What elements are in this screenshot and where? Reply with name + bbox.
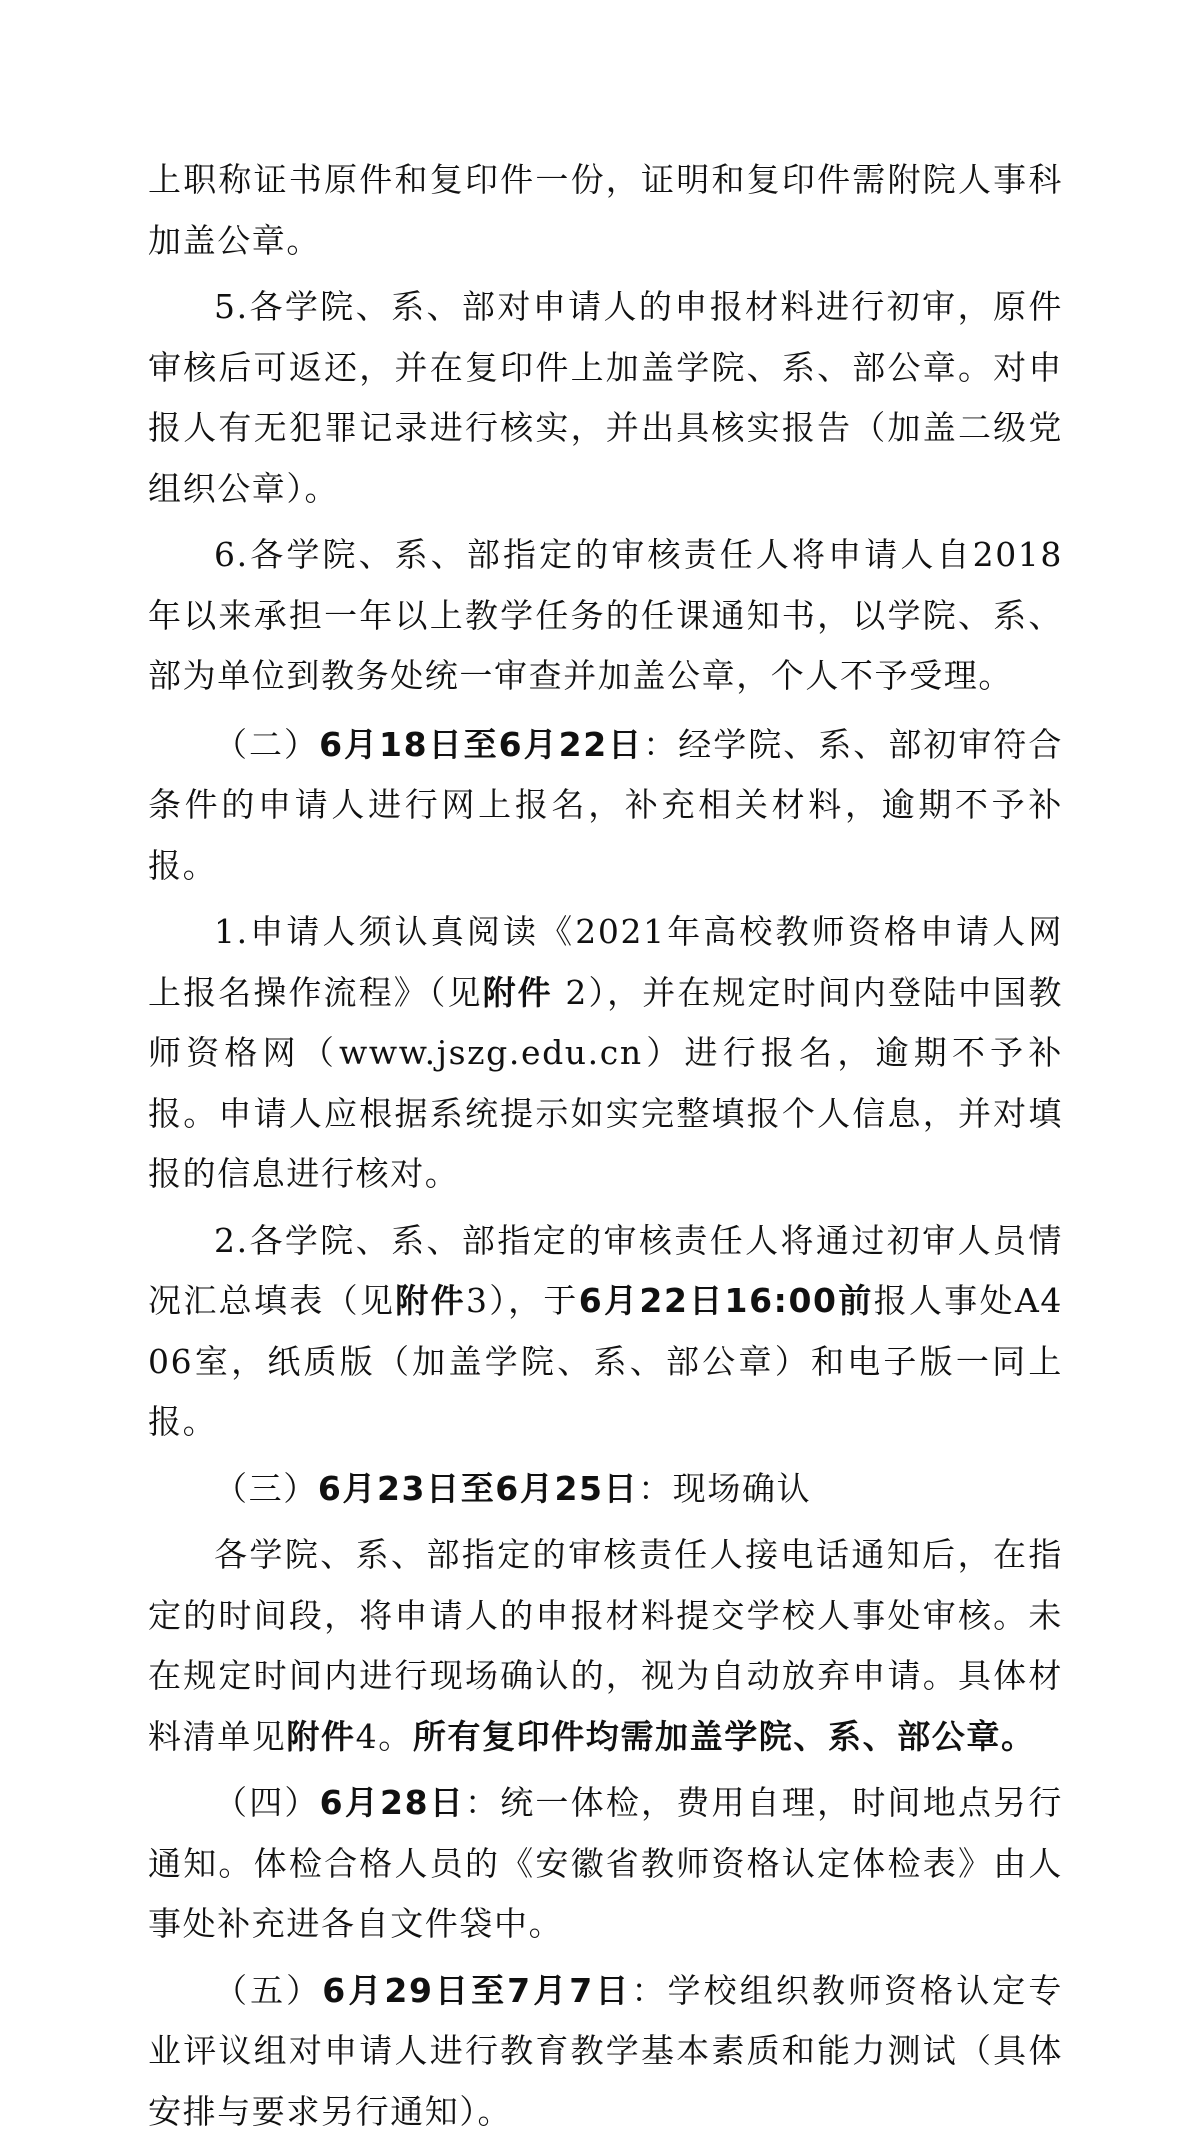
text-run: 报人事处A406室，纸质版（加盖学院、系、部公章）和电子版一同上报。 <box>148 1281 1063 1441</box>
paragraph-section-4 <box>148 1773 1063 1955</box>
document-body <box>148 150 1063 2142</box>
section-number: （三） <box>214 1469 318 1508</box>
section-number: （四） <box>214 1783 320 1822</box>
section-date: 6月28日 <box>320 1783 465 1822</box>
paragraph-section-5 <box>148 1961 1063 2142</box>
text-run: 4。 <box>356 1717 413 1756</box>
paragraph-item-5 <box>148 277 1063 519</box>
text-run: ：统一体检，费用自理，时间地点另行通知。体检合格人员的《安徽省教师资格认定体检表》由人事处补充进各自文件袋中。 <box>148 1783 1063 1943</box>
section-number: （二） <box>214 725 319 764</box>
paragraph-item-2 <box>148 1211 1063 1453</box>
attachment-ref: 附件 <box>483 973 553 1012</box>
emphasis-note: 所有复印件均需加盖学院、系、部公章。 <box>413 1717 1036 1756</box>
text-run: 上职称证书原件和复印件一份，证明和复印件需附院人事科加盖公章。 <box>148 160 1063 260</box>
paragraph-onsite-confirmation <box>148 1525 1063 1767</box>
paragraph-section-2 <box>148 715 1063 897</box>
text-run: 1.申请人须认真阅读《2021年高校教师资格申请人网上报名操作流程》（见 <box>148 912 1063 1012</box>
paragraph-section-3 <box>148 1459 1063 1520</box>
text-run: 3），于 <box>466 1281 579 1320</box>
text-run: 5.各学院、系、部对申请人的申报材料进行初审，原件审核后可返还，并在复印件上加盖学院、系、部公章。对申报人有无犯罪记录进行核实，并出具核实报告（加盖二级党组织公章）。 <box>148 287 1063 508</box>
attachment-ref: 附件 <box>395 1281 466 1320</box>
paragraph-item-6 <box>148 525 1063 707</box>
section-number: （五） <box>214 1971 322 2010</box>
paragraph-item-1 <box>148 902 1063 1205</box>
section-date: 6月23日至6月25日 <box>318 1469 638 1508</box>
text-run: ：经学院、系、部初审符合条件的申请人进行网上报名，补充相关材料，逾期不予补报。 <box>148 725 1063 885</box>
paragraph-title-certificate <box>148 150 1063 271</box>
text-run: 各学院、系、部指定的审核责任人接电话通知后，在指定的时间段，将申请人的申报材料提交学校人事处审核。未在规定时间内进行现场确认的，视为自动放弃申请。具体材料清单见 <box>148 1535 1063 1756</box>
attachment-ref: 附件 <box>286 1717 355 1756</box>
text-run: ：学校组织教师资格认定专业评议组对申请人进行教育教学基本素质和能力测试（具体安排与要求另行通知）。 <box>148 1971 1063 2131</box>
section-date: 6月18日至6月22日 <box>319 725 643 764</box>
text-run: 6.各学院、系、部指定的审核责任人将申请人自2018年以来承担一年以上教学任务的任课通知书，以学院、系、部为单位到教务处统一审查并加盖公章，个人不予受理。 <box>148 535 1063 695</box>
section-date: 6月29日至7月7日 <box>322 1971 631 2010</box>
text-run: 2），并在规定时间内登陆中国教师资格网（www.jszg.edu.cn）进行报名，逾期不予补报。申请人应根据系统提示如实完整填报个人信息，并对填报的信息进行核对。 <box>148 973 1063 1194</box>
deadline: 6月22日16:00前 <box>579 1281 874 1320</box>
text-run: ：现场确认 <box>638 1469 811 1508</box>
text-run: 2.各学院、系、部指定的审核责任人将通过初审人员情况汇总填表（见 <box>148 1221 1063 1321</box>
